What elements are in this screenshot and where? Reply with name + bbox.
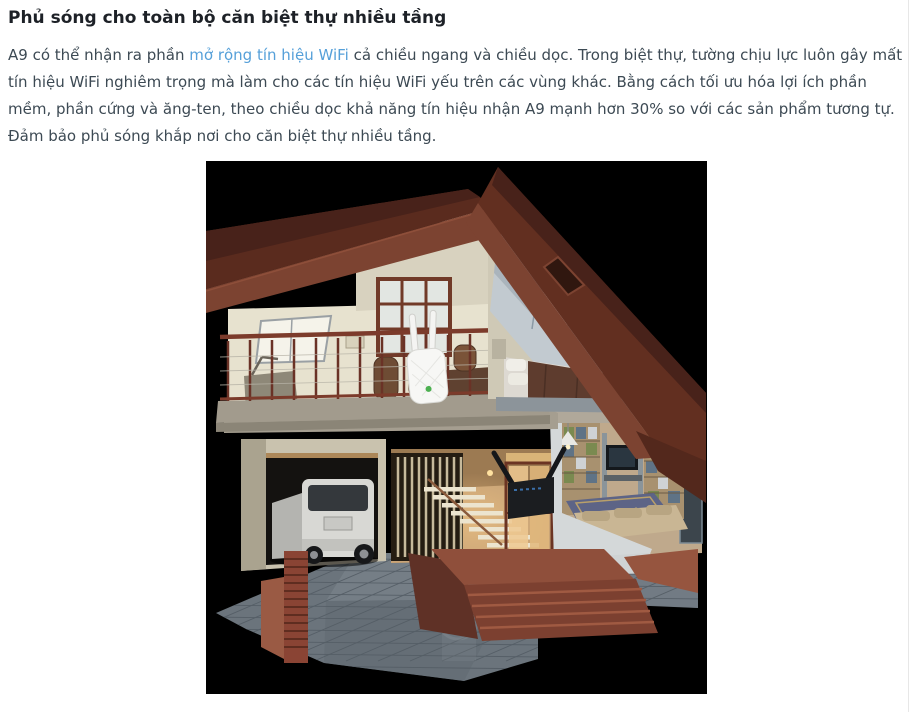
section-heading: Phủ sóng cho toàn bộ căn biệt thự nhiều tầng xyxy=(8,8,447,28)
paragraph-text-before: A9 có thể nhận ra phần xyxy=(8,46,190,64)
paragraph-text-after: cả chiều ngang và chiều dọc. Trong biệt thự, tường chịu lực luôn gây mất tín hiệu WiFi nghiêm trọng mà làm cho các tín hiệu WiFi yếu trên các vùng khác. Bằng cách tối ưu hóa lợi ích phần mềm, phần cứng và ăng-ten, theo chiều dọc khả năng tín hiệu nhận A9 mạnh hơn 30% so với các sản phẩm tương tự. Đảm bảo phủ sóng khắp nơi cho căn biệt thự nhiều tầng. xyxy=(8,46,903,145)
villa-cutaway-image xyxy=(206,161,707,694)
villa-render-svg xyxy=(206,161,707,694)
wifi-extender-link[interactable]: mở rộng tín hiệu WiFi xyxy=(189,46,349,64)
content-right-border xyxy=(908,0,909,712)
wall-sconce xyxy=(487,470,493,476)
louver-pillar xyxy=(284,551,308,663)
garage xyxy=(266,453,378,567)
description-paragraph xyxy=(8,42,904,150)
